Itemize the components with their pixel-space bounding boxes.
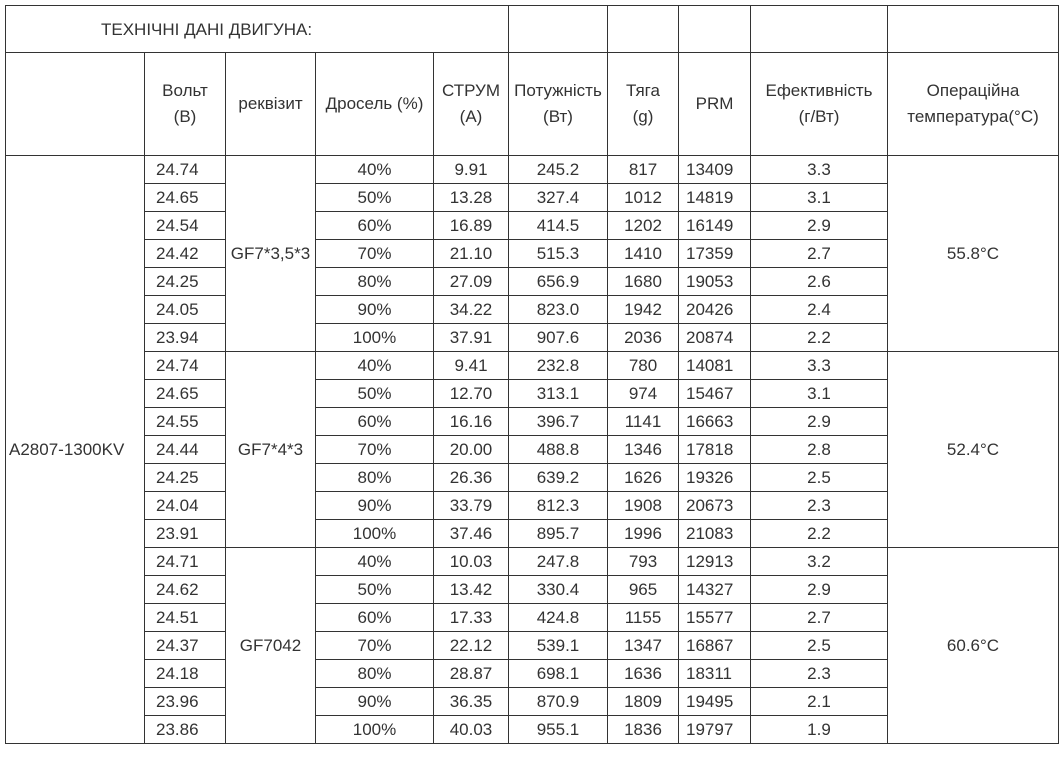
title-blank-cell xyxy=(509,6,608,53)
power-cell: 955.1 xyxy=(509,716,608,744)
table-row xyxy=(6,548,1059,576)
volt-cell: 24.62 xyxy=(145,576,226,604)
table-title: ТЕХНІЧНІ ДАНІ ДВИГУНА: xyxy=(6,6,509,53)
thrust-cell: 1809 xyxy=(608,688,679,716)
throttle-cell: 60% xyxy=(316,604,434,632)
prm-cell: 14081 xyxy=(679,352,751,380)
prm-cell: 12913 xyxy=(679,548,751,576)
power-cell: 232.8 xyxy=(509,352,608,380)
power-cell: 639.2 xyxy=(509,464,608,492)
prm-cell: 20673 xyxy=(679,492,751,520)
prm-cell: 15577 xyxy=(679,604,751,632)
throttle-cell: 40% xyxy=(316,548,434,576)
prop-cell: GF7*3,5*3 xyxy=(226,156,316,352)
current-cell: 22.12 xyxy=(434,632,509,660)
thrust-cell: 1636 xyxy=(608,660,679,688)
header-power xyxy=(509,53,608,156)
power-cell: 327.4 xyxy=(509,184,608,212)
volt-cell: 23.86 xyxy=(145,716,226,744)
power-cell: 656.9 xyxy=(509,268,608,296)
power-cell: 330.4 xyxy=(509,576,608,604)
thrust-cell: 1346 xyxy=(608,436,679,464)
header-current-line1: СТРУМ xyxy=(441,81,501,100)
prm-cell: 14327 xyxy=(679,576,751,604)
power-cell: 539.1 xyxy=(509,632,608,660)
current-cell: 27.09 xyxy=(434,268,509,296)
volt-cell: 24.42 xyxy=(145,240,226,268)
power-cell: 823.0 xyxy=(509,296,608,324)
volt-cell: 24.25 xyxy=(145,464,226,492)
efficiency-cell: 2.9 xyxy=(751,408,888,436)
throttle-cell: 40% xyxy=(316,352,434,380)
volt-cell: 24.74 xyxy=(145,352,226,380)
current-cell: 40.03 xyxy=(434,716,509,744)
header-prm: PRM xyxy=(679,53,751,156)
prm-cell: 21083 xyxy=(679,520,751,548)
throttle-cell: 60% xyxy=(316,408,434,436)
throttle-cell: 80% xyxy=(316,660,434,688)
prm-cell: 19053 xyxy=(679,268,751,296)
header-current-line2: (A) xyxy=(459,107,483,126)
throttle-cell: 50% xyxy=(316,380,434,408)
thrust-cell: 1155 xyxy=(608,604,679,632)
efficiency-cell: 2.5 xyxy=(751,464,888,492)
volt-cell: 24.05 xyxy=(145,296,226,324)
header-thrust-line1: Тяга xyxy=(626,81,660,100)
prm-cell: 19797 xyxy=(679,716,751,744)
throttle-cell: 80% xyxy=(316,268,434,296)
volt-cell: 24.18 xyxy=(145,660,226,688)
prm-cell: 20874 xyxy=(679,324,751,352)
efficiency-cell: 3.1 xyxy=(751,380,888,408)
thrust-cell: 1680 xyxy=(608,268,679,296)
throttle-cell: 100% xyxy=(316,520,434,548)
thrust-cell: 1908 xyxy=(608,492,679,520)
prm-cell: 20426 xyxy=(679,296,751,324)
thrust-cell: 1202 xyxy=(608,212,679,240)
power-cell: 870.9 xyxy=(509,688,608,716)
volt-cell: 24.74 xyxy=(145,156,226,184)
header-current xyxy=(434,53,509,156)
efficiency-cell: 3.3 xyxy=(751,352,888,380)
efficiency-cell: 2.2 xyxy=(751,520,888,548)
thrust-cell: 965 xyxy=(608,576,679,604)
header-throttle: Дросель (%) xyxy=(316,53,434,156)
header-model-blank xyxy=(6,53,145,156)
throttle-cell: 90% xyxy=(316,688,434,716)
current-cell: 34.22 xyxy=(434,296,509,324)
throttle-cell: 60% xyxy=(316,212,434,240)
efficiency-cell: 2.1 xyxy=(751,688,888,716)
throttle-cell: 70% xyxy=(316,240,434,268)
volt-cell: 23.94 xyxy=(145,324,226,352)
power-cell: 895.7 xyxy=(509,520,608,548)
current-cell: 13.42 xyxy=(434,576,509,604)
throttle-cell: 100% xyxy=(316,716,434,744)
header-thrust-line2: (g) xyxy=(632,107,654,126)
power-cell: 245.2 xyxy=(509,156,608,184)
power-cell: 812.3 xyxy=(509,492,608,520)
current-cell: 37.46 xyxy=(434,520,509,548)
title-blank-cell xyxy=(751,6,888,53)
header-efficiency-line1: Ефективність xyxy=(765,81,873,100)
thrust-cell: 817 xyxy=(608,156,679,184)
power-cell: 515.3 xyxy=(509,240,608,268)
power-cell: 488.8 xyxy=(509,436,608,464)
prm-cell: 15467 xyxy=(679,380,751,408)
prm-cell: 18311 xyxy=(679,660,751,688)
efficiency-cell: 3.1 xyxy=(751,184,888,212)
header-efficiency xyxy=(751,53,888,156)
thrust-cell: 1012 xyxy=(608,184,679,212)
thrust-cell: 793 xyxy=(608,548,679,576)
current-cell: 17.33 xyxy=(434,604,509,632)
current-cell: 9.91 xyxy=(434,156,509,184)
header-power-line2: (Вт) xyxy=(543,107,573,126)
thrust-cell: 1996 xyxy=(608,520,679,548)
prm-cell: 19326 xyxy=(679,464,751,492)
title-blank-cell xyxy=(888,6,1059,53)
efficiency-cell: 3.3 xyxy=(751,156,888,184)
power-cell: 424.8 xyxy=(509,604,608,632)
header-power-line1: Потужність xyxy=(514,81,602,100)
efficiency-cell: 2.4 xyxy=(751,296,888,324)
prm-cell: 14819 xyxy=(679,184,751,212)
current-cell: 12.70 xyxy=(434,380,509,408)
header-volt xyxy=(145,53,226,156)
efficiency-cell: 2.3 xyxy=(751,660,888,688)
efficiency-cell: 3.2 xyxy=(751,548,888,576)
header-efficiency-line2: (г/Вт) xyxy=(798,107,840,126)
header-temp xyxy=(888,53,1059,156)
temp-cell: 52.4°C xyxy=(888,352,1059,548)
current-cell: 36.35 xyxy=(434,688,509,716)
header-prop: реквізит xyxy=(226,53,316,156)
throttle-cell: 50% xyxy=(316,184,434,212)
throttle-cell: 100% xyxy=(316,324,434,352)
power-cell: 698.1 xyxy=(509,660,608,688)
prm-cell: 16867 xyxy=(679,632,751,660)
current-cell: 37.91 xyxy=(434,324,509,352)
volt-cell: 24.51 xyxy=(145,604,226,632)
throttle-cell: 90% xyxy=(316,492,434,520)
volt-cell: 24.04 xyxy=(145,492,226,520)
efficiency-cell: 2.5 xyxy=(751,632,888,660)
current-cell: 26.36 xyxy=(434,464,509,492)
volt-cell: 24.37 xyxy=(145,632,226,660)
thrust-cell: 2036 xyxy=(608,324,679,352)
motor-spec-table xyxy=(5,5,1059,744)
thrust-cell: 1626 xyxy=(608,464,679,492)
current-cell: 16.16 xyxy=(434,408,509,436)
title-blank-cell xyxy=(608,6,679,53)
thrust-cell: 1141 xyxy=(608,408,679,436)
table-row xyxy=(6,352,1059,380)
power-cell: 247.8 xyxy=(509,548,608,576)
volt-cell: 24.65 xyxy=(145,380,226,408)
table-row xyxy=(6,156,1059,184)
header-row xyxy=(6,53,1059,156)
prm-cell: 16149 xyxy=(679,212,751,240)
prm-cell: 16663 xyxy=(679,408,751,436)
power-cell: 313.1 xyxy=(509,380,608,408)
volt-cell: 24.55 xyxy=(145,408,226,436)
throttle-cell: 50% xyxy=(316,576,434,604)
current-cell: 20.00 xyxy=(434,436,509,464)
thrust-cell: 1942 xyxy=(608,296,679,324)
thrust-cell: 974 xyxy=(608,380,679,408)
header-temp-line1: Операційна xyxy=(926,81,1020,100)
title-blank-cell xyxy=(679,6,751,53)
throttle-cell: 80% xyxy=(316,464,434,492)
header-temp-line2: температура(°C) xyxy=(907,107,1039,126)
volt-cell: 23.91 xyxy=(145,520,226,548)
throttle-cell: 70% xyxy=(316,632,434,660)
efficiency-cell: 2.3 xyxy=(751,492,888,520)
current-cell: 21.10 xyxy=(434,240,509,268)
prm-cell: 17818 xyxy=(679,436,751,464)
temp-cell: 60.6°C xyxy=(888,548,1059,744)
prop-cell: GF7*4*3 xyxy=(226,352,316,548)
power-cell: 907.6 xyxy=(509,324,608,352)
model-cell: A2807-1300KV xyxy=(6,156,145,744)
power-cell: 414.5 xyxy=(509,212,608,240)
header-volt-line1: Вольт xyxy=(162,81,208,100)
volt-cell: 24.44 xyxy=(145,436,226,464)
efficiency-cell: 2.7 xyxy=(751,240,888,268)
prm-cell: 13409 xyxy=(679,156,751,184)
current-cell: 33.79 xyxy=(434,492,509,520)
efficiency-cell: 2.2 xyxy=(751,324,888,352)
title-row xyxy=(6,6,1059,53)
thrust-cell: 1347 xyxy=(608,632,679,660)
thrust-cell: 1410 xyxy=(608,240,679,268)
thrust-cell: 780 xyxy=(608,352,679,380)
header-thrust xyxy=(608,53,679,156)
throttle-cell: 40% xyxy=(316,156,434,184)
throttle-cell: 70% xyxy=(316,436,434,464)
efficiency-cell: 2.6 xyxy=(751,268,888,296)
current-cell: 16.89 xyxy=(434,212,509,240)
power-cell: 396.7 xyxy=(509,408,608,436)
current-cell: 9.41 xyxy=(434,352,509,380)
volt-cell: 24.54 xyxy=(145,212,226,240)
current-cell: 10.03 xyxy=(434,548,509,576)
volt-cell: 24.65 xyxy=(145,184,226,212)
volt-cell: 23.96 xyxy=(145,688,226,716)
prm-cell: 19495 xyxy=(679,688,751,716)
volt-cell: 24.25 xyxy=(145,268,226,296)
prm-cell: 17359 xyxy=(679,240,751,268)
efficiency-cell: 2.8 xyxy=(751,436,888,464)
thrust-cell: 1836 xyxy=(608,716,679,744)
throttle-cell: 90% xyxy=(316,296,434,324)
current-cell: 13.28 xyxy=(434,184,509,212)
efficiency-cell: 1.9 xyxy=(751,716,888,744)
efficiency-cell: 2.7 xyxy=(751,604,888,632)
temp-cell: 55.8°C xyxy=(888,156,1059,352)
header-volt-line2: (В) xyxy=(173,107,197,126)
efficiency-cell: 2.9 xyxy=(751,212,888,240)
efficiency-cell: 2.9 xyxy=(751,576,888,604)
current-cell: 28.87 xyxy=(434,660,509,688)
prop-cell: GF7042 xyxy=(226,548,316,744)
volt-cell: 24.71 xyxy=(145,548,226,576)
